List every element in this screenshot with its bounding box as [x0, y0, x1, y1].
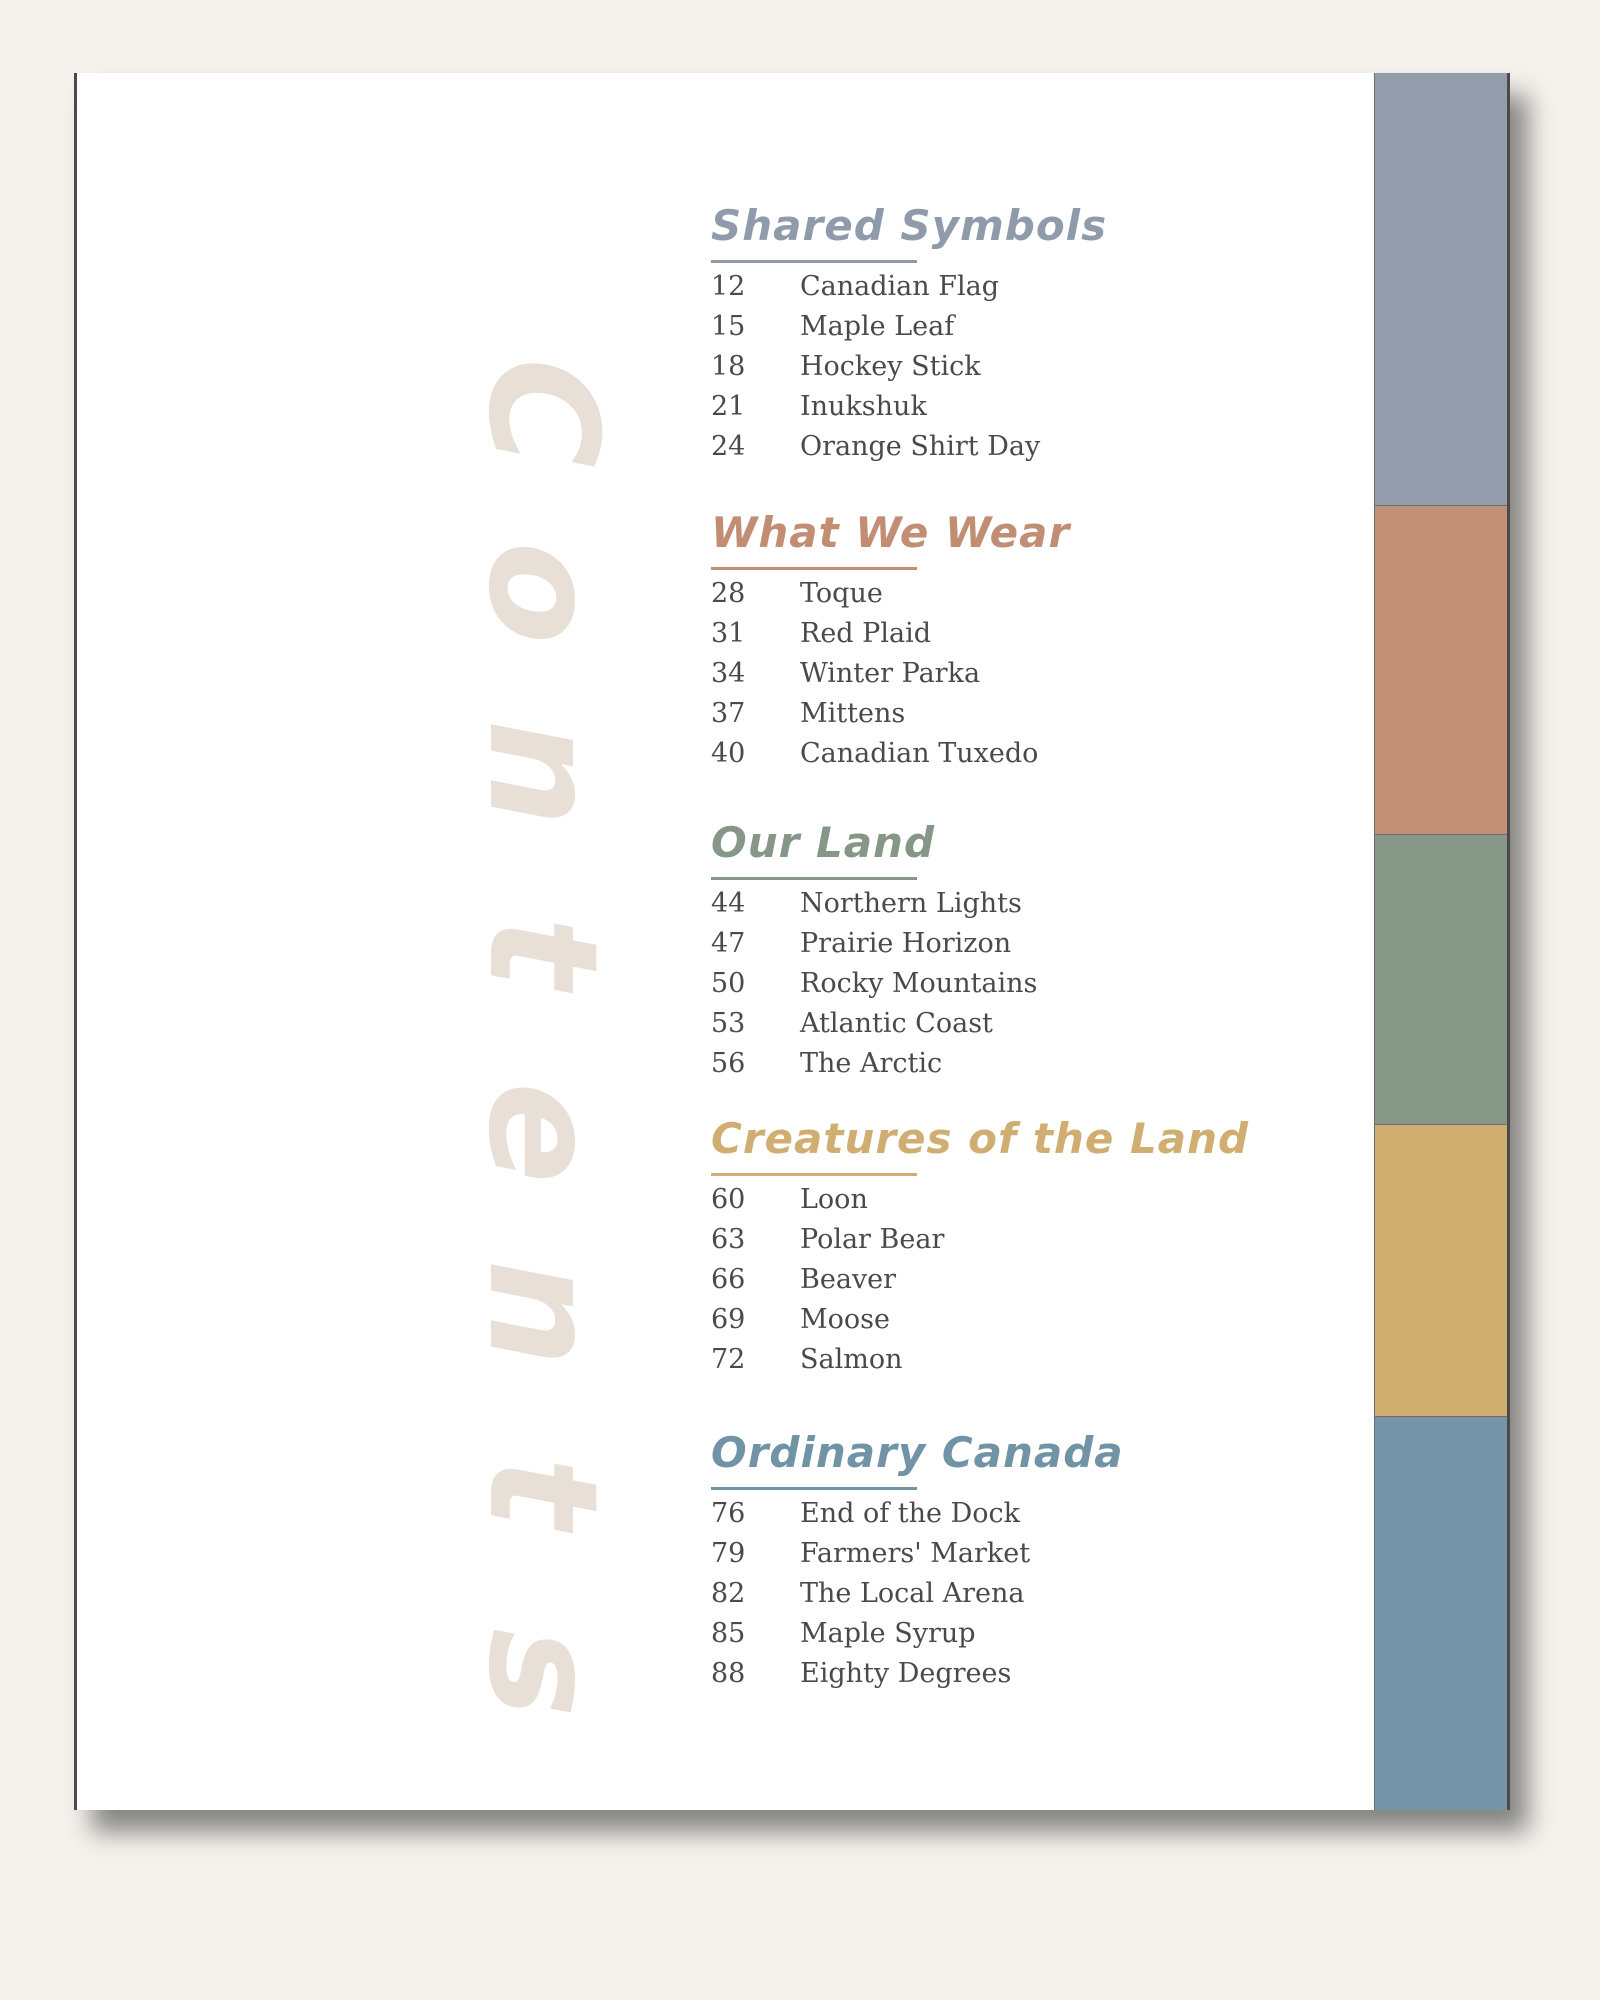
toc-entry[interactable] [711, 1220, 1249, 1260]
page-number: 18 [711, 351, 746, 382]
section-title: Creatures of the Land [711, 1114, 1250, 1163]
tab-shared-symbols[interactable] [1375, 73, 1507, 506]
entry-title: Maple Leaf [800, 311, 955, 342]
entry-title: Moose [800, 1304, 890, 1335]
contents-vertical-title [455, 323, 629, 1763]
page-number: 56 [711, 1048, 746, 1079]
page-number: 31 [711, 618, 746, 649]
toc-entry[interactable] [711, 924, 1037, 964]
entry-title: Winter Parka [800, 658, 981, 689]
section-tabs [1374, 73, 1507, 1810]
section-rule [711, 1487, 917, 1490]
page-number: 24 [711, 431, 746, 462]
entry-title: The Arctic [800, 1048, 943, 1079]
entry-title: Inukshuk [800, 391, 927, 422]
toc-entry[interactable] [711, 387, 1107, 427]
section-rule [711, 260, 917, 263]
toc-entry[interactable] [711, 1614, 1124, 1654]
toc-entry[interactable] [711, 1260, 1249, 1300]
entry-title: Eighty Degrees [800, 1658, 1012, 1689]
section-title: Shared Symbols [711, 201, 1108, 250]
section-ordinary-canada [711, 1425, 1124, 1694]
page-number: 44 [711, 888, 746, 919]
entry-title: Atlantic Coast [800, 1008, 993, 1039]
page-number: 60 [711, 1184, 746, 1215]
tab-what-we-wear[interactable] [1375, 506, 1507, 835]
toc-entry[interactable] [711, 1300, 1249, 1340]
vertical-title-letter: n [455, 1259, 629, 1367]
page-number: 79 [711, 1538, 746, 1569]
page-number: 37 [711, 698, 746, 729]
toc-entry[interactable] [711, 347, 1107, 387]
entry-title: Mittens [800, 698, 906, 729]
page-number: 53 [711, 1008, 746, 1039]
toc-entry[interactable] [711, 1004, 1037, 1044]
entry-title: Toque [800, 578, 883, 609]
toc-entry[interactable] [711, 1180, 1249, 1220]
entry-title: Hockey Stick [800, 351, 981, 382]
vertical-title-letter: n [455, 719, 629, 827]
section-rule [711, 877, 917, 880]
section-title: Our Land [711, 818, 936, 867]
toc-entry[interactable] [711, 1654, 1124, 1694]
contents-page [74, 73, 1510, 1810]
page-number: 66 [711, 1264, 746, 1295]
toc-entry[interactable] [711, 574, 1070, 614]
section-what-we-wear [711, 505, 1070, 774]
page-number: 69 [711, 1304, 746, 1335]
tab-ordinary-canada[interactable] [1375, 1417, 1507, 1810]
page-number: 82 [711, 1578, 746, 1609]
entry-title: Salmon [800, 1344, 903, 1375]
tab-our-land[interactable] [1375, 835, 1507, 1125]
page-number: 63 [711, 1224, 746, 1255]
page-number: 50 [711, 968, 746, 999]
entry-title: Rocky Mountains [800, 968, 1038, 999]
entry-title: Maple Syrup [800, 1618, 976, 1649]
entry-title: Beaver [800, 1264, 897, 1295]
section-rule [711, 1173, 917, 1176]
tab-creatures-of-the-land[interactable] [1375, 1125, 1507, 1417]
vertical-title-letter: t [455, 1457, 629, 1529]
section-creatures-of-the-land [711, 1111, 1249, 1380]
entry-title: Loon [800, 1184, 868, 1215]
page-number: 12 [711, 271, 746, 302]
toc-entry[interactable] [711, 267, 1107, 307]
toc-entry[interactable] [711, 964, 1037, 1004]
toc-entry[interactable] [711, 614, 1070, 654]
vertical-title-letter: t [455, 917, 629, 989]
toc-entry[interactable] [711, 307, 1107, 347]
page-number: 21 [711, 391, 746, 422]
vertical-title-letter: s [455, 1628, 629, 1718]
entry-title: The Local Arena [800, 1578, 1025, 1609]
section-our-land [711, 815, 1037, 1084]
toc-entry[interactable] [711, 1044, 1037, 1084]
entry-title: Polar Bear [800, 1224, 945, 1255]
entry-title: Red Plaid [800, 618, 931, 649]
page-number: 72 [711, 1344, 746, 1375]
entry-title: Canadian Tuxedo [800, 738, 1039, 769]
page-number: 85 [711, 1618, 746, 1649]
page-number: 40 [711, 738, 746, 769]
page-number: 88 [711, 1658, 746, 1689]
toc-entry[interactable] [711, 694, 1070, 734]
entry-title: End of the Dock [800, 1498, 1020, 1529]
section-title: What We Wear [711, 508, 1071, 557]
entry-title: Northern Lights [800, 888, 1022, 919]
toc-entry[interactable] [711, 884, 1037, 924]
toc-entry[interactable] [711, 654, 1070, 694]
vertical-title-letter: C [455, 357, 629, 469]
vertical-title-letter: e [455, 1082, 629, 1184]
section-rule [711, 567, 917, 570]
section-title: Ordinary Canada [711, 1428, 1124, 1477]
page-number: 76 [711, 1498, 746, 1529]
vertical-title-letter: o [455, 541, 629, 645]
section-shared-symbols [711, 198, 1107, 467]
toc-entry[interactable] [711, 734, 1070, 774]
toc-entry[interactable] [711, 1340, 1249, 1380]
entry-title: Farmers' Market [800, 1538, 1031, 1569]
page-number: 15 [711, 311, 746, 342]
toc-entry[interactable] [711, 1534, 1124, 1574]
toc-entry[interactable] [711, 427, 1107, 467]
toc-entry[interactable] [711, 1494, 1124, 1534]
entry-title: Orange Shirt Day [800, 431, 1041, 462]
page-number: 47 [711, 928, 746, 959]
toc-entry[interactable] [711, 1574, 1124, 1614]
entry-title: Prairie Horizon [800, 928, 1012, 959]
page-number: 34 [711, 658, 746, 689]
entry-title: Canadian Flag [800, 271, 999, 302]
page-number: 28 [711, 578, 746, 609]
